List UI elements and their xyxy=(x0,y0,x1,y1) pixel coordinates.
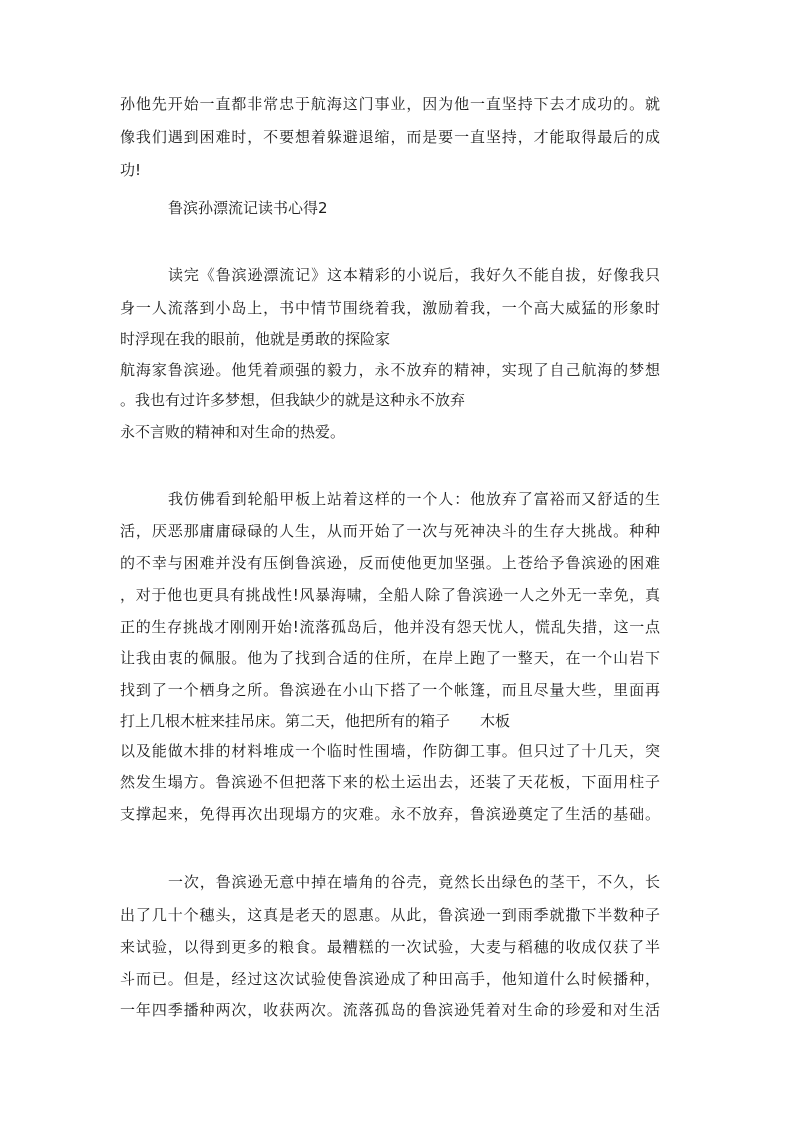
body-line: 读完《鲁滨逊漂流记》这本精彩的小说后，我好久不能自拔，好像我只 xyxy=(168,266,660,284)
body-line: 一次，鲁滨逊无意中掉在墙角的谷壳，竟然长出绿色的茎干，不久，长 xyxy=(168,873,660,891)
body-line: 活，厌恶那庸庸碌碌的人生，从而开始了一次与死神决斗的生存大挑战。种种 xyxy=(120,522,660,540)
body-line: 正的生存挑战才刚刚开始!流落孤岛后，他并没有怨天忧人，慌乱失措，这一点 xyxy=(120,618,660,636)
body-line: 我仿佛看到轮船甲板上站着这样的一个人：他放弃了富裕而又舒适的生 xyxy=(168,490,660,508)
body-line: 打上几根木桩来挂吊床。第二天，他把所有的箱子 木板 xyxy=(120,712,511,730)
body-line: 功! xyxy=(120,161,142,179)
body-line: 永不言败的精神和对生命的热爱。 xyxy=(120,423,346,441)
body-line: 孙他先开始一直都非常忠于航海这门事业，因为他一直坚持下去才成功的。就 xyxy=(120,95,660,113)
body-line: 时浮现在我的眼前，他就是勇敢的探险家 xyxy=(120,330,391,348)
body-line: 一年四季播种两次，收获两次。流落孤岛的鲁滨逊凭着对生命的珍爱和对生活 xyxy=(120,1001,660,1019)
body-line: 航海家鲁滨逊。他凭着顽强的毅力，永不放弃的精神，实现了自己航海的梦想 xyxy=(120,361,660,379)
body-line: 以及能做木排的材料堆成一个临时性围墙，作防御工事。但只过了十几天，突 xyxy=(120,742,660,760)
body-line: 让我由衷的佩服。他为了找到合适的住所，在岸上跑了一整天，在一个山岩下 xyxy=(120,649,660,667)
body-line: 支撑起来，免得再次出现塌方的灾难。永不放弃，鲁滨逊奠定了生活的基础。 xyxy=(120,805,660,823)
body-line: 身一人流落到小岛上，书中情节围绕着我，激励着我，一个高大威猛的形象时 xyxy=(120,299,660,317)
body-line: 的不幸与困难并没有压倒鲁滨逊，反而使他更加坚强。上苍给予鲁滨逊的困难 xyxy=(120,554,660,572)
body-line: 像我们遇到困难时，不要想着躲避退缩，而是要一直坚持，才能取得最后的成 xyxy=(120,128,660,146)
body-line: ，对于他也更具有挑战性!风暴海啸，全船人除了鲁滨逊一人之外无一幸免，真 xyxy=(120,586,660,604)
body-line: 斗而已。但是，经过这次试验使鲁滨逊成了种田高手，他知道什么时候播种， xyxy=(120,970,660,988)
body-line: 。我也有过许多梦想，但我缺少的就是这种永不放弃 xyxy=(120,391,466,409)
body-line: 找到了一个栖身之所。鲁滨逊在小山下搭了一个帐篷，而且尽量大些，里面再 xyxy=(120,681,660,699)
body-line: 出了几十个穗头，这真是老天的恩惠。从此，鲁滨逊一到雨季就撒下半数种子 xyxy=(120,906,660,924)
body-line: 来试验，以得到更多的粮食。最糟糕的一次试验，大麦与稻穗的收成仅获了半 xyxy=(120,938,660,956)
section-heading: 鲁滨孙漂流记读书心得2 xyxy=(168,199,328,217)
body-line: 然发生塌方。鲁滨逊不但把落下来的松土运出去，还装了天花板，下面用柱子 xyxy=(120,773,660,791)
